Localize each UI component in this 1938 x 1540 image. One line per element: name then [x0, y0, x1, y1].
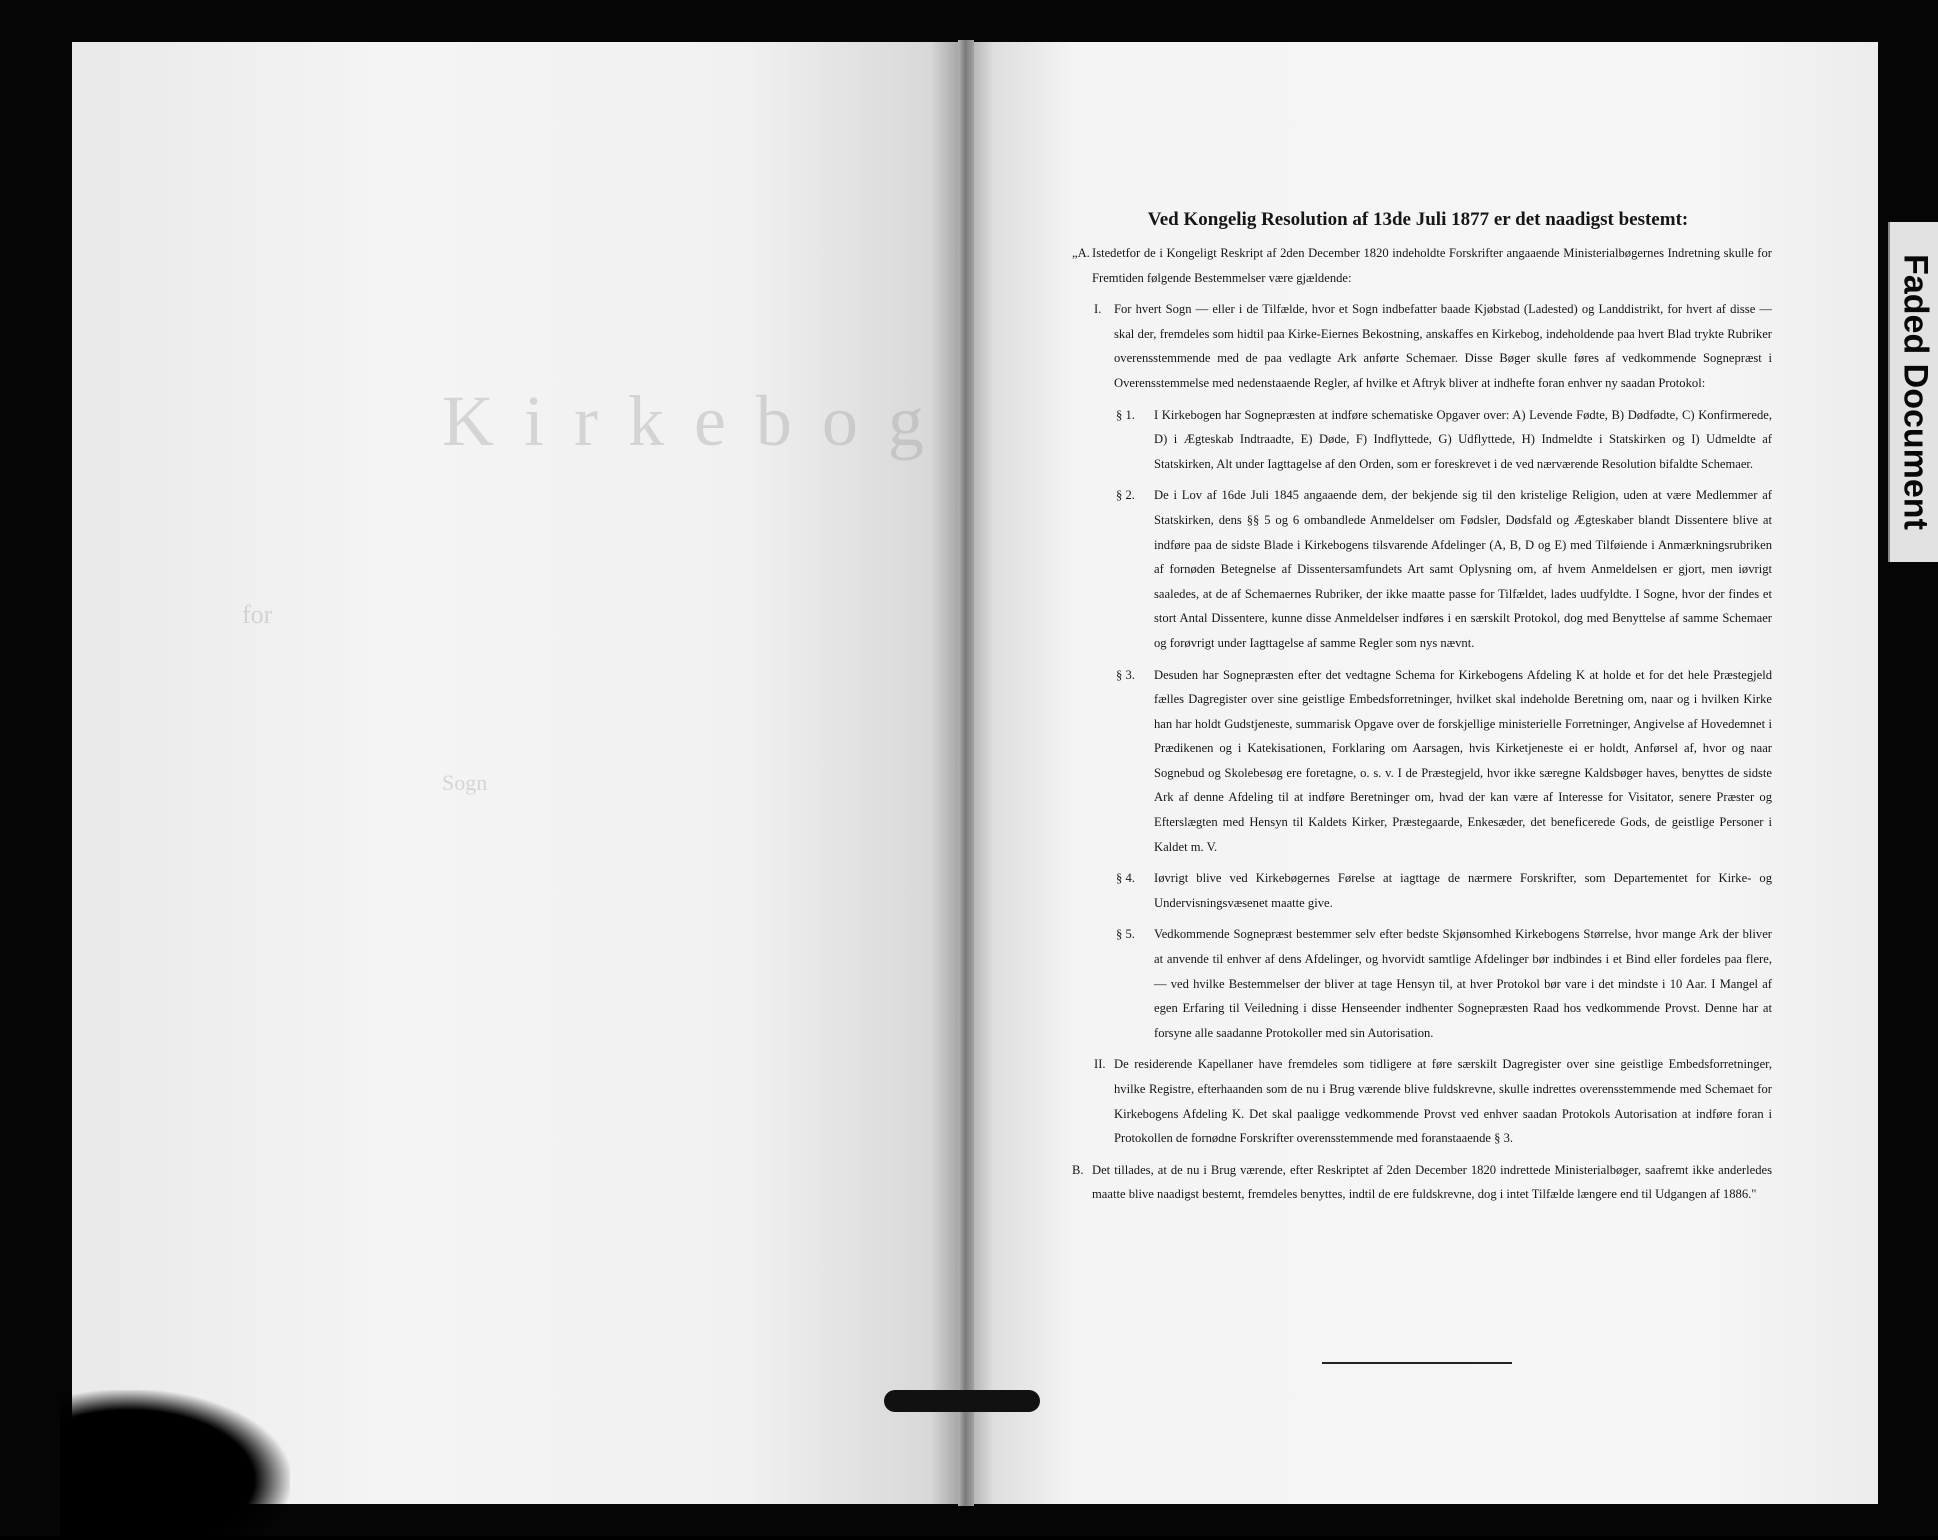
ghost-title: Kirkebog [442, 381, 954, 461]
paragraph-text: Desuden har Sognepræsten efter det vedtagne Schema for Kirkebogens Afdeling K at holde et for det hele Præstegjeld fælles Dagregister over sine geistlige Embedsforretninger, hvilket skal indeholde Beretning om, naar og i hvilken Kirke han har holdt Gudstjeneste, summarisk Opgave over de forskjellige ministerielle Forretninger, Angivelse af Hovedemnet i Prædikenen og i Katekisationen, Forklaring om Aarsagen, hvis Kirketjeneste ei er holdt, Anførsel af, hvor og naar Sognebud og Skolebesøg ere foretagne, o. s. v. I de Præstegjeld, hvor ikke særegne Kaldsbøger haves, benyttes de sidste Ark af denne Afdeling til at indføre Beretninger om, hvad der kan være af Interesse for Visitator, senere Præster og Efterslægten med Hensyn til Kaldets Kirker, Præstegaarde, Enkesæder, det beneficerede Gods, de geistlige Personer i Kaldet m. V. [1154, 667, 1772, 854]
page-title: Ved Kongelig Resolution af 13de Juli 1877 er det naadigst bestemt: [1147, 209, 1689, 230]
paragraph [1072, 1052, 1772, 1150]
paragraph [1072, 1158, 1772, 1207]
tab-label: Faded Document [1896, 254, 1935, 530]
ink-smudge [60, 1390, 290, 1540]
ghost-line: for [242, 600, 273, 629]
paragraph-marker: B. [1072, 1162, 1084, 1177]
paragraph-list [1072, 241, 1772, 1207]
paragraph-text: Vedkommende Sognepræst bestemmer selv efter bedste Skjønsomhed Kirkebogens Størrelse, hvor mange Ark der bliver at anvende til enhver af dens Afdelinger, og hvorvidt samtlige Afdelinger bør indbindes i et Bind eller fordeles paa flere, — ved hvilke Bestemmelser der bliver at tage Hensyn til, at hver Protokol bør vare i det mindste i 10 Aar. I Mangel af egen Erfaring til Veiledning i disse Henseender indhenter Sognepræsten Raad hos vedkommende Provst. Denne har at forsyne alle saadanne Protokoller med sin Autorisation. [1154, 927, 1772, 1040]
paragraph-marker: § 3. [1116, 667, 1135, 682]
paragraph-marker: § 1. [1116, 407, 1135, 422]
paragraph-text: De residerende Kapellaner have fremdeles som tidligere at føre særskilt Dagregister over sine geistlige Embedsforretninger, hvilke Registre, efterhaanden som de nu i Brug værende blive fuldskrevne, skulle indrettes overensstemmende med Schemaet for Kirkebogens Afdeling K. Det skal paaligge vedkommende Provst ved enhver saadan Protokols Autorisation at indføre foran i Protokollen de fornødne Forskrifter overensstemmende med foranstaaende § 3. [1114, 1057, 1772, 1146]
paragraph-text: Det tillades, at de nu i Brug værende, efter Reskriptet af 2den December 1820 indrettede Ministerialbøger, saafremt ikke anderledes maatte blive naadigst bestemt, fremdeles benyttes, indtil de ere fuldskrevne, dog i intet Tilfælde længere end til Udgangen af 1886." [1092, 1162, 1772, 1202]
paragraph-text: I Kirkebogen har Sognepræsten at indføre schematiske Opgaver over: A) Levende Fødte, B) Dødfødte, C) Konfirmerede, D) i Ægteskab Indtraadte, E) Døde, F) Indflyttede, G) Udflyttede, H) Indmeldte i Statskirken og I) Udmeldte af Statskirken, Alt under Iagttagelse af den Orden, som er foreskrevet i de ved nærværende Resolution bifaldte Schemaer. [1154, 407, 1772, 471]
end-rule [1322, 1362, 1512, 1364]
paragraph-marker: II. [1094, 1057, 1106, 1072]
ghost-line: Sogn [442, 770, 488, 795]
paragraph [1072, 922, 1772, 1045]
paragraph-text: De i Lov af 16de Juli 1845 angaaende dem, der bekjende sig til den kristelige Religion, uden at være Medlemmer af Statskirken, dens §§ 5 og 6 ombandlede Anmeldelser om Fødsler, Dødsfald og Ægteskaber blandt Dissentere blive at indføre paa de sidste Blade i Kirkebogens tilsvarende Afdelinger (A, B, D og E) med Tilføiende i Anmærkningsrubriken af fornøden Betegnelse af Dissentersamfundets Art samt Oplysning om, af hvem Anmeldelsen er gjort, men iøvrigt saaledes, at de af Schemaernes Rubriker, der ikke maatte passe for Tilfældet, lades uudfyldte. I Sogne, hvor der findes et stort Antal Dissentere, kunne disse Anmeldelser indføres i en særskilt Protokol, dog med Benyttelse af samme Schemaer og forøvrigt under Iagttagelse af samme Regler som nys nævnt. [1154, 488, 1772, 650]
binding-thread [884, 1390, 1040, 1412]
paragraph-marker: I. [1094, 302, 1102, 317]
paragraph-marker: § 2. [1116, 488, 1135, 503]
paragraph-text: Istedetfor de i Kongeligt Reskript af 2den December 1820 indeholdte Forskrifter angaaende Ministerialbøgernes Indretning skulle for Fremtiden følgende Bestemmelser være gjældende: [1092, 246, 1772, 285]
left-page [72, 42, 966, 1504]
paragraph [1072, 866, 1772, 915]
resolution-text [1072, 205, 1772, 1214]
binding-gutter [958, 40, 974, 1506]
document-tab [1888, 222, 1938, 562]
paragraph [1072, 483, 1772, 655]
paragraph-marker: „A. [1072, 246, 1090, 260]
paragraph [1072, 663, 1772, 860]
paragraph-text: Iøvrigt blive ved Kirkebøgernes Førelse at iagttage de nærmere Forskrifter, som Departementet for Kirke- og Undervisningsvæsenet maatte give. [1154, 871, 1772, 910]
paragraph-marker: § 5. [1116, 927, 1135, 942]
paragraph [1072, 297, 1772, 395]
paragraph-text: For hvert Sogn — eller i de Tilfælde, hvor et Sogn indbefatter baade Kjøbstad (Ladested) og Landdistrikt, for hvert af disse — skal der, fremdeles som hidtil paa Kirke-Eiernes Bekostning, anskaffes en Kirkebog, indeholdende paa hvert Blad trykte Rubriker overensstemmende med de paa vedlagte Ark anførte Schemaer. Disse Bøger skulle føres af vedkommende Sognepræst i Overensstemmelse med nedenstaaende Regler, af hvilke et Aftryk bliver at indhefte foran enhver ny saadan Protokol: [1114, 302, 1772, 390]
paragraph [1072, 403, 1772, 477]
paragraph [1072, 241, 1772, 290]
paragraph-marker: § 4. [1116, 871, 1135, 886]
